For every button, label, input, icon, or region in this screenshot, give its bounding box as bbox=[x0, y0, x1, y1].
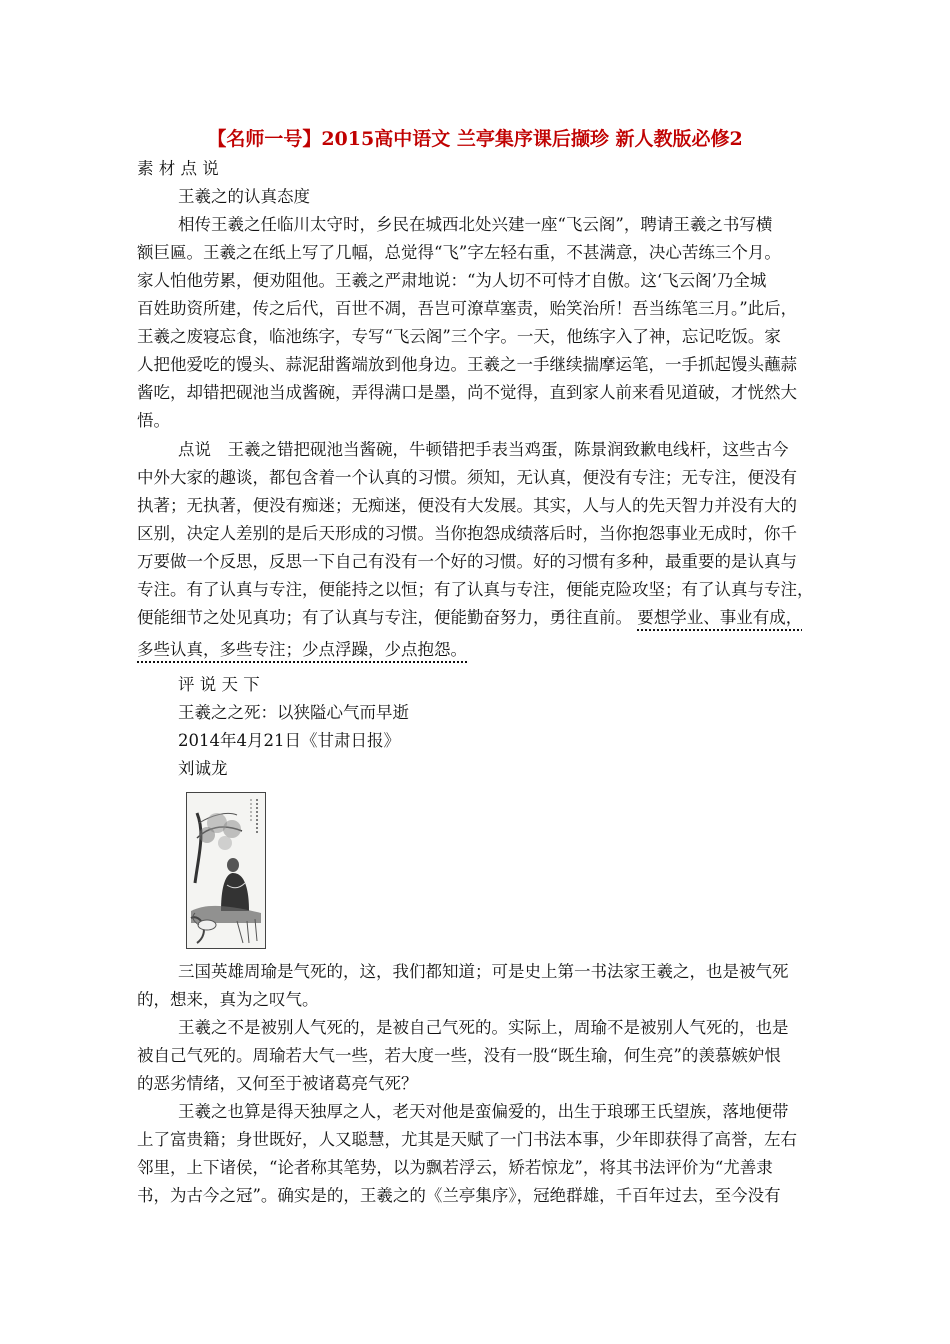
paragraph-line: 人把他爱吃的馒头、蒜泥甜酱端放到他身边。王羲之一手继续揣摩运笔，一手抓起馒头蘸蒜 bbox=[137, 355, 797, 374]
paragraph-line: 被自己气死的。周瑜若大气一些，若大度一些，没有一股“既生瑜，何生亮”的羡慕嫉妒恨 bbox=[137, 1046, 781, 1065]
paragraph-line: 家人怕他劳累，便劝阻他。王羲之严肃地说：“为人切不可恃才自傲。这‘飞云阁’乃全城 bbox=[137, 271, 767, 290]
paragraph-line: 三国英雄周瑜是气死的，这，我们都知道；可是史上第一书法家王羲之，也是被气死 bbox=[178, 962, 789, 981]
document-title: 【名师一号】2015高中语文 兰亭集序课后撷珍 新人教版必修2 bbox=[207, 128, 743, 150]
paragraph-line: 王羲之不是被别人气死的，是被自己气死的。实际上，周瑜不是被别人气死的，也是 bbox=[178, 1018, 789, 1037]
paragraph-line: 点说 王羲之错把砚池当酱碗，牛顿错把手表当鸡蛋，陈景润致歉电线杆，这些古今 bbox=[178, 440, 789, 459]
paragraph-line: 额巨匾。王羲之在纸上写了几幅，总觉得“飞”字左轻右重，不甚满意，决心苦练三个月。 bbox=[137, 243, 781, 262]
paragraph-line: 万要做一个反思，反思一下自己有没有一个好的习惯。好的习惯有多种，最重要的是认真与 bbox=[137, 552, 797, 571]
paragraph-line: 的恶劣情绪，又何至于被诸葛亮气死？ bbox=[137, 1074, 418, 1093]
paragraph-line: 酱吃，却错把砚池当成酱碗，弄得满口是墨，尚不觉得，直到家人前来看见道破，才恍然大 bbox=[137, 383, 797, 402]
paragraph-line bbox=[137, 604, 817, 632]
paragraph-line: 的，想来，真为之叹气。 bbox=[137, 990, 319, 1009]
paragraph-line: 百姓助资所建，传之后代，百世不凋，吾岂可潦草塞责，贻笑治所！吾当练笔三月。”此后， bbox=[137, 299, 798, 318]
paragraph-line: 中外大家的趣谈，都包含着一个认真的习惯。须知，无认真，便没有专注；无专注，便没有 bbox=[137, 468, 797, 487]
article-title: 王羲之之死：以狭隘心气而早逝 bbox=[178, 703, 409, 722]
paragraph-line: 区别，决定人差别的是后天形成的习惯。当你抱怨成绩落后时，当你抱怨事业无成时，你千 bbox=[137, 524, 797, 543]
paragraph-line: 王羲之也算是得天独厚之人，老天对他是蛮偏爱的，出生于琅琊王氏望族，落地便带 bbox=[178, 1102, 789, 1121]
emphasized-text: 要想学业、事业有成， bbox=[637, 608, 803, 627]
paragraph-line bbox=[137, 636, 817, 664]
article-date-source: 2014年4月21日《甘肃日报》 bbox=[178, 731, 400, 750]
paragraph-line: 邻里，上下诸侯，“论者称其笔势，以为飘若浮云，矫若惊龙”，将其书法评价为“尤善隶 bbox=[137, 1158, 773, 1177]
paragraph-line: 专注。有了认真与专注，便能持之以恒；有了认真与专注，便能克险攻坚；有了认真与专注， bbox=[137, 580, 814, 599]
paragraph-line: 书，为古今之冠”。确实是的，王羲之的《兰亭集序》，冠绝群雄，千百年过去，至今没有 bbox=[137, 1186, 781, 1205]
paragraph-line: 王羲之废寝忘食，临池练字，专写“飞云阁”三个字。一天，他练字入了神，忘记吃饭。家 bbox=[137, 327, 781, 346]
paragraph-line: 执著；无执著，便没有痴迷；无痴迷，便没有大发展。其实，人与人的先天智力并没有大的 bbox=[137, 496, 797, 515]
ink-painting-scholar-under-tree-icon bbox=[186, 792, 266, 949]
paragraph-line: 上了富贵籍；身世既好，人又聪慧，尤其是天赋了一门书法本事，少年即获得了高誉，左右 bbox=[137, 1130, 797, 1149]
section-heading-materials: 素 材 点 说 bbox=[137, 159, 219, 178]
paragraph-line: 悟。 bbox=[137, 411, 170, 430]
section-heading-commentary: 评 说 天 下 bbox=[178, 675, 260, 694]
article-author: 刘诚龙 bbox=[178, 759, 228, 778]
paragraph-line: 相传王羲之任临川太守时，乡民在城西北处兴建一座“飞云阁”，聘请王羲之书写横 bbox=[178, 215, 773, 234]
plain-text: 便能细节之处见真功；有了认真与专注，便能勤奋努力，勇往直前。 bbox=[137, 608, 632, 627]
section-subtitle: 王羲之的认真态度 bbox=[178, 187, 310, 206]
emphasized-text: 多些认真，多些专注；少点浮躁，少点抱怨。 bbox=[137, 640, 467, 659]
